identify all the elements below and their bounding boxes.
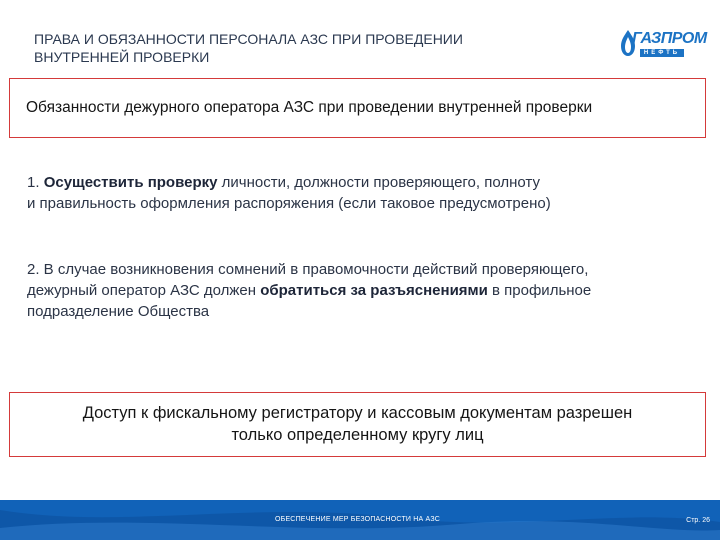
duties-heading: Обязанности дежурного оператора АЗС при проведении внутренней проверки (26, 99, 593, 116)
logo-subtitle: НЕФТЬ (640, 49, 684, 57)
duty-item-2-text: дежурный оператор АЗС должен (27, 282, 261, 299)
page-number: Стр. 26 (686, 517, 710, 524)
duty-item-2-line1: 2. В случае возникновения сомнений в правомочности действий проверяющего, (27, 261, 589, 278)
duty-item-2-emphasis: обратиться за разъяснениями (260, 282, 488, 299)
duty-item-2-line3: подразделение Общества (27, 303, 210, 320)
page-title (34, 30, 574, 66)
duty-item-1 (27, 172, 707, 214)
gazprom-neft-logo (618, 28, 707, 62)
page-title-line1: ПРАВА И ОБЯЗАННОСТИ ПЕРСОНАЛА АЗС ПРИ ПРОВЕДЕНИИ (34, 31, 463, 47)
access-notice-line1: Доступ к фискальному регистратору и кассовым документам разрешен (82, 404, 633, 422)
duty-item-1-text: личности, должности проверяющего, полноту (217, 174, 540, 191)
duty-item-2 (27, 259, 707, 322)
access-notice-box (9, 392, 706, 457)
access-notice-line2: только определенному кругу лиц (231, 426, 484, 444)
logo-name: ГАЗПРОМ (632, 30, 707, 47)
footer-bar (0, 500, 720, 540)
duty-item-1-number: 1. (27, 174, 44, 191)
duty-item-2-text-end: в профильное (487, 282, 592, 299)
duty-item-1-line2: и правильность оформления распоряжения (если таковое предусмотрено) (27, 195, 551, 212)
duty-item-1-emphasis: Осуществить проверку (43, 174, 218, 191)
access-notice (10, 402, 705, 446)
page-title-line2: ВНУТРЕННЕЙ ПРОВЕРКИ (34, 49, 210, 65)
duty-item-1-line1 (27, 172, 707, 193)
duties-heading-box (9, 78, 706, 138)
duty-item-2-line2 (27, 280, 707, 301)
footer-section-title: ОБЕСПЕЧЕНИЕ МЕР БЕЗОПАСНОСТИ НА АЗС (275, 516, 440, 523)
